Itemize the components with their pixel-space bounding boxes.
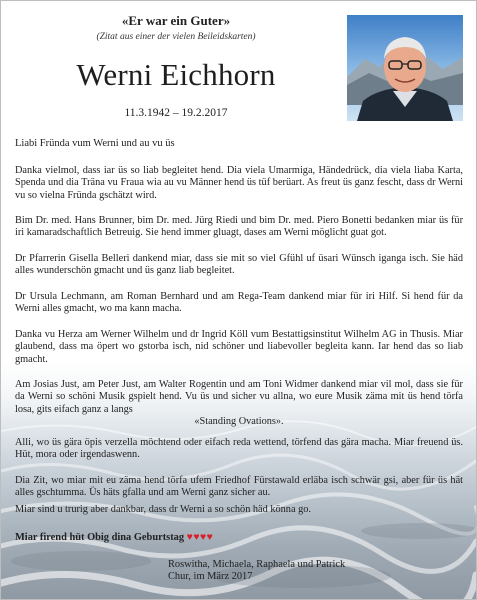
life-dates: 11.3.1942 – 19.2.2017 <box>124 107 228 119</box>
paragraph-rega: Dr Ursula Lechmann, am Roman Bernhard und am Rega-Team dankend miar für iri Hilf. Si hend für da Werni alles gmacht, wo ma kann macha. <box>15 291 463 315</box>
signature-place-date: Chur, im März 2017 <box>168 571 253 583</box>
paragraph-funeral-home: Danka vu Herza am Werner Wilhelm und dr Ingrid Köll vum Bestattigsinstitut Wilhelm AG in Thusis. Miar glaubend, dass ma öpert wo gstorba isch, nid schöner und liabevoller begleita kann. Iar hend das so liab gmacht. <box>15 329 463 365</box>
paragraph-musicians <box>15 379 463 429</box>
paragraph-cemetery: Dia Zit, wo miar mit eu zäma hend törfa ufem Friedhof Fürstawald erläba isch schwär gsi, aber für üs hät alles gschtumma. Üs häts gfalla und am Werni ganz sicher au. <box>15 475 463 499</box>
paragraph-pastor: Dr Pfarrerin Gisella Belleri dankend miar, dass sie mit so viel Gfühl uf üsari Wünsch iganga isch. Sie häd alles wunderschön gmacht und üs ganz liab begleitet. <box>15 253 463 277</box>
notice-content <box>1 1 476 599</box>
deceased-name: Werni Eichhorn <box>76 57 276 92</box>
paragraph-thanks: Danka vielmol, dass iar üs so liab begleitet hend. Dia viela Umarmiga, Händedrück, dia viela liaba Karta, Spenda und dia Träna vu Fraua wia au vu Männer hend üs tüf berüart. As freut üs ganz fescht, dass dr Werni vu so vielna Fründa gschätzt wird. <box>15 165 463 201</box>
paragraph-doctors: Bim Dr. med. Hans Brunner, bim Dr. med. Jürg Riedi und bim Dr. med. Piero Bonetti bedanken miar üs für iri kamaradschaftlich Betreuig. Sie hend immer gluagt, dases am Werni möglicht guat got. <box>15 215 463 239</box>
signature-names: Roswitha, Michaela, Raphaela und Patrick <box>168 559 346 570</box>
standing-ovations: «Standing Ovations». <box>194 416 284 428</box>
header-quote: «Er war ein Guter» <box>121 13 231 28</box>
paragraph-musicians-text: Am Josias Just, am Peter Just, am Walter Rogentin und am Toni Widmer dankend miar vil mol, dass sie für da Werni so schöni Musik gspielt hend. Vu üs und sicher vu allna, wo eure Musik zäma mit üs hend törfa losa, gits eifach ganz a langs <box>15 379 463 415</box>
hearts-icon: ♥♥♥♥ <box>186 532 214 543</box>
signature <box>168 559 345 584</box>
paragraph-invitation: Alli, wo üs gära öpis verzella möchtend oder eifach reda wettend, törfend das gära macha. Miar freuend üs. Hüt, mora oder irgendaswenn. <box>15 437 463 461</box>
greeting: Liabi Fründa vum Werni und au vu üs <box>15 138 175 149</box>
portrait-photo <box>347 15 463 121</box>
birthday-text: Miar firend hüt Obig dina Geburtstag <box>15 532 185 543</box>
birthday-line <box>15 532 213 543</box>
paragraph-closing: Miar sind u trurig aber dankbar, dass dr Werni a so schön häd könna go. <box>15 504 311 515</box>
header-quote-note: (Zitat aus einer der vielen Beileidskarten) <box>96 32 256 42</box>
